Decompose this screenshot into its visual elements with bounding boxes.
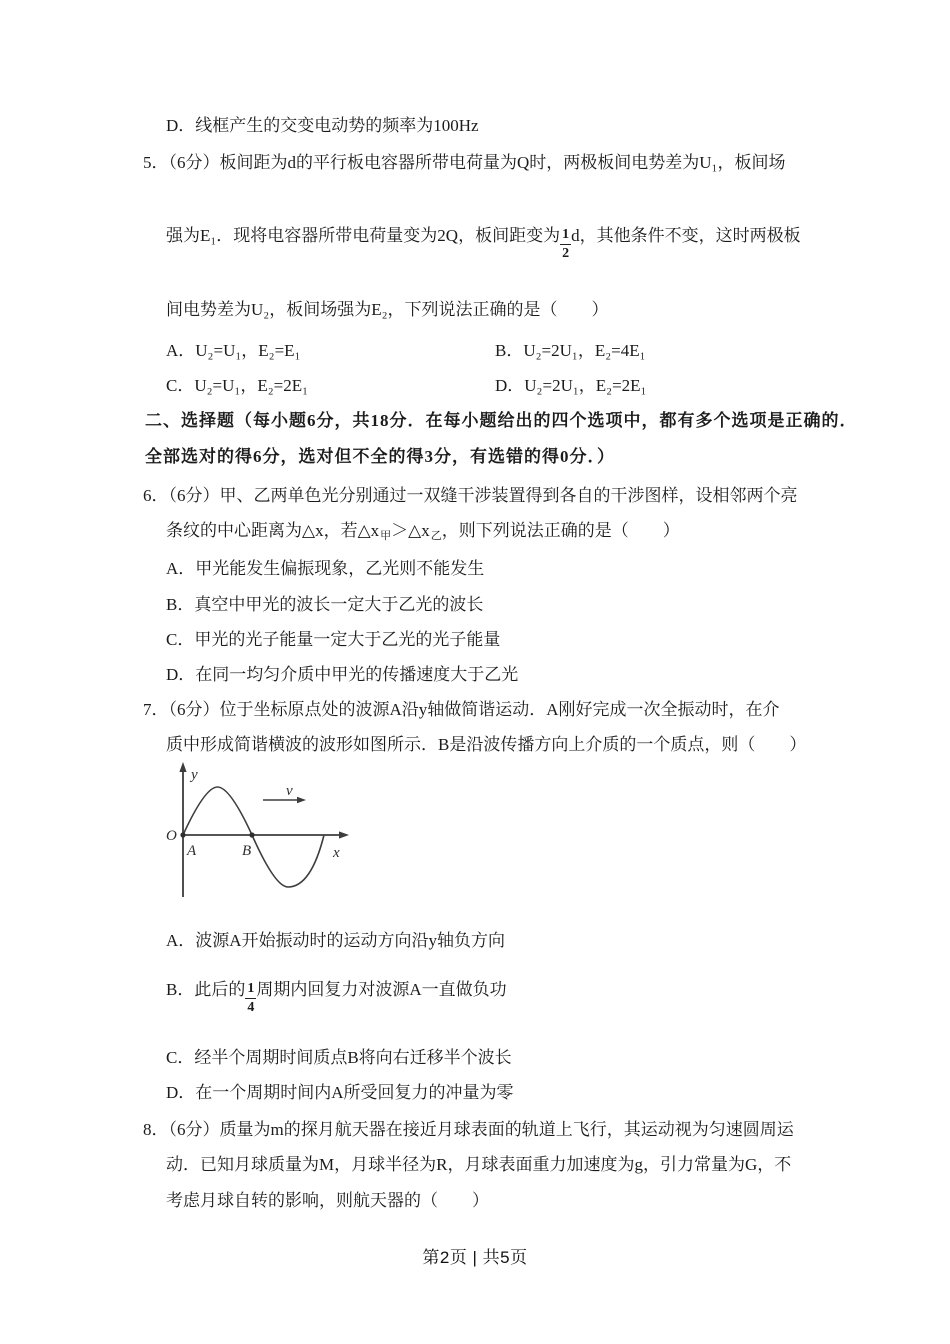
q6-option-c: C．甲光的光子能量一定大于乙光的光子能量	[166, 630, 501, 649]
q7-option-a: A．波源A开始振动时的运动方向沿y轴负方向	[166, 931, 506, 950]
q7-option-b-post: 周期内回复力对波源A一直做负功	[256, 980, 507, 999]
x-axis-arrow-icon	[339, 831, 349, 838]
y-axis-arrow-icon	[179, 762, 186, 772]
q5-option-a: A．U₂=U₁，E₂=E₁	[166, 341, 301, 360]
point-a-label: A	[187, 843, 197, 859]
q7-option-c: C．经半个周期时间质点B将向右迁移半个波长	[166, 1048, 512, 1067]
fraction-denominator: 2	[562, 246, 570, 261]
point-b-dot	[249, 832, 254, 837]
q6-option-b: B．真空中甲光的波长一定大于乙光的波长	[166, 595, 484, 614]
q5-option-d: D．U₂=2U₁，E₂=2E₁	[495, 376, 647, 395]
page-footer	[0, 1243, 950, 1268]
q8-stem-line-1: 8．（6分）质量为m的探月航天器在接近月球表面的轨道上飞行，其运动视为匀速圆周运	[143, 1120, 794, 1139]
section-heading-line-1: 二、选择题（每小题6分，共18分．在每小题给出的四个选项中，都有多个选项是正确的．	[145, 411, 858, 430]
q7-stem-line-1: 7．（6分）位于坐标原点处的波源A沿y轴做简谐运动．A刚好完成一次全振动时，在介	[143, 700, 780, 719]
fraction-numerator: 1	[247, 981, 255, 996]
fraction-denominator: 4	[247, 1000, 255, 1015]
point-a-dot	[180, 832, 185, 837]
q5-stem-line-2	[166, 225, 801, 263]
velocity-arrow-head-icon	[297, 797, 306, 803]
q4-option-d: D．线框产生的交变电动势的频率为100Hz	[166, 116, 479, 135]
origin-label: O	[166, 828, 177, 844]
q5-stem-line-1: 5．（6分）板间距为d的平行板电容器所带电荷量为Q时，两极板间电势差为U₁，板间场	[143, 153, 786, 172]
q8-stem-line-2: 动．已知月球质量为M，月球半径为R，月球表面重力加速度为g，引力常量为G，不	[166, 1155, 792, 1174]
velocity-label: v	[286, 783, 293, 799]
q6-stem-line-1: 6．（6分）甲、乙两单色光分别通过一双缝干涉装置得到各自的干涉图样，设相邻两个亮	[143, 486, 798, 505]
subscript-jia: 甲	[380, 530, 392, 542]
fraction-one-half	[560, 225, 571, 263]
section-heading-line-2: 全部选对的得6分，选对但不全的得3分，有选错的得0分．）	[145, 447, 615, 466]
q7-option-b-pre: B．此后的	[166, 980, 246, 999]
fraction-one-quarter	[245, 979, 256, 1017]
point-b-label: B	[242, 843, 252, 859]
q5-stem-line-2-post: d，其他条件不变，这时两极板	[571, 226, 801, 245]
q5-option-c: C．U₂=U₁，E₂=2E₁	[166, 376, 309, 395]
q5-stem-line-3: 间电势差为U₂，板间场强为E₂，下列说法正确的是（ ）	[166, 300, 609, 319]
subscript-yi: 乙	[430, 530, 442, 542]
x-axis-label: x	[333, 845, 340, 861]
q6-option-d: D．在同一均匀介质中甲光的传播速度大于乙光	[166, 665, 519, 684]
page-indicator: 第2页 | 共5页	[422, 1248, 528, 1267]
fraction-numerator: 1	[562, 227, 570, 242]
q5-stem-line-2-pre: 强为E₁．现将电容器所带电荷量变为2Q，板间距变为	[166, 226, 561, 245]
q8-stem-line-3: 考虑月球自转的影响，则航天器的（ ）	[166, 1191, 489, 1210]
q7-option-b	[166, 979, 507, 1017]
q7-option-d: D．在一个周期时间内A所受回复力的冲量为零	[166, 1083, 514, 1102]
q6-stem-line-2-p2: ＞△x	[391, 521, 430, 540]
q6-stem-line-2-p1: 条纹的中心距离为△x，若△x	[166, 521, 380, 540]
q6-stem-line-2-p3: ，则下列说法正确的是（ ）	[441, 521, 680, 540]
q6-option-a: A．甲光能发生偏振现象，乙光则不能发生	[166, 559, 485, 578]
wave-figure	[155, 760, 367, 910]
y-axis-label: y	[191, 767, 198, 783]
q6-stem-line-2	[166, 520, 680, 544]
q7-stem-line-2: 质中形成简谐横波的波形如图所示．B是沿波传播方向上介质的一个质点，则（ ）	[166, 735, 807, 754]
q5-option-b: B．U₂=2U₁，E₂=4E₁	[495, 341, 646, 360]
